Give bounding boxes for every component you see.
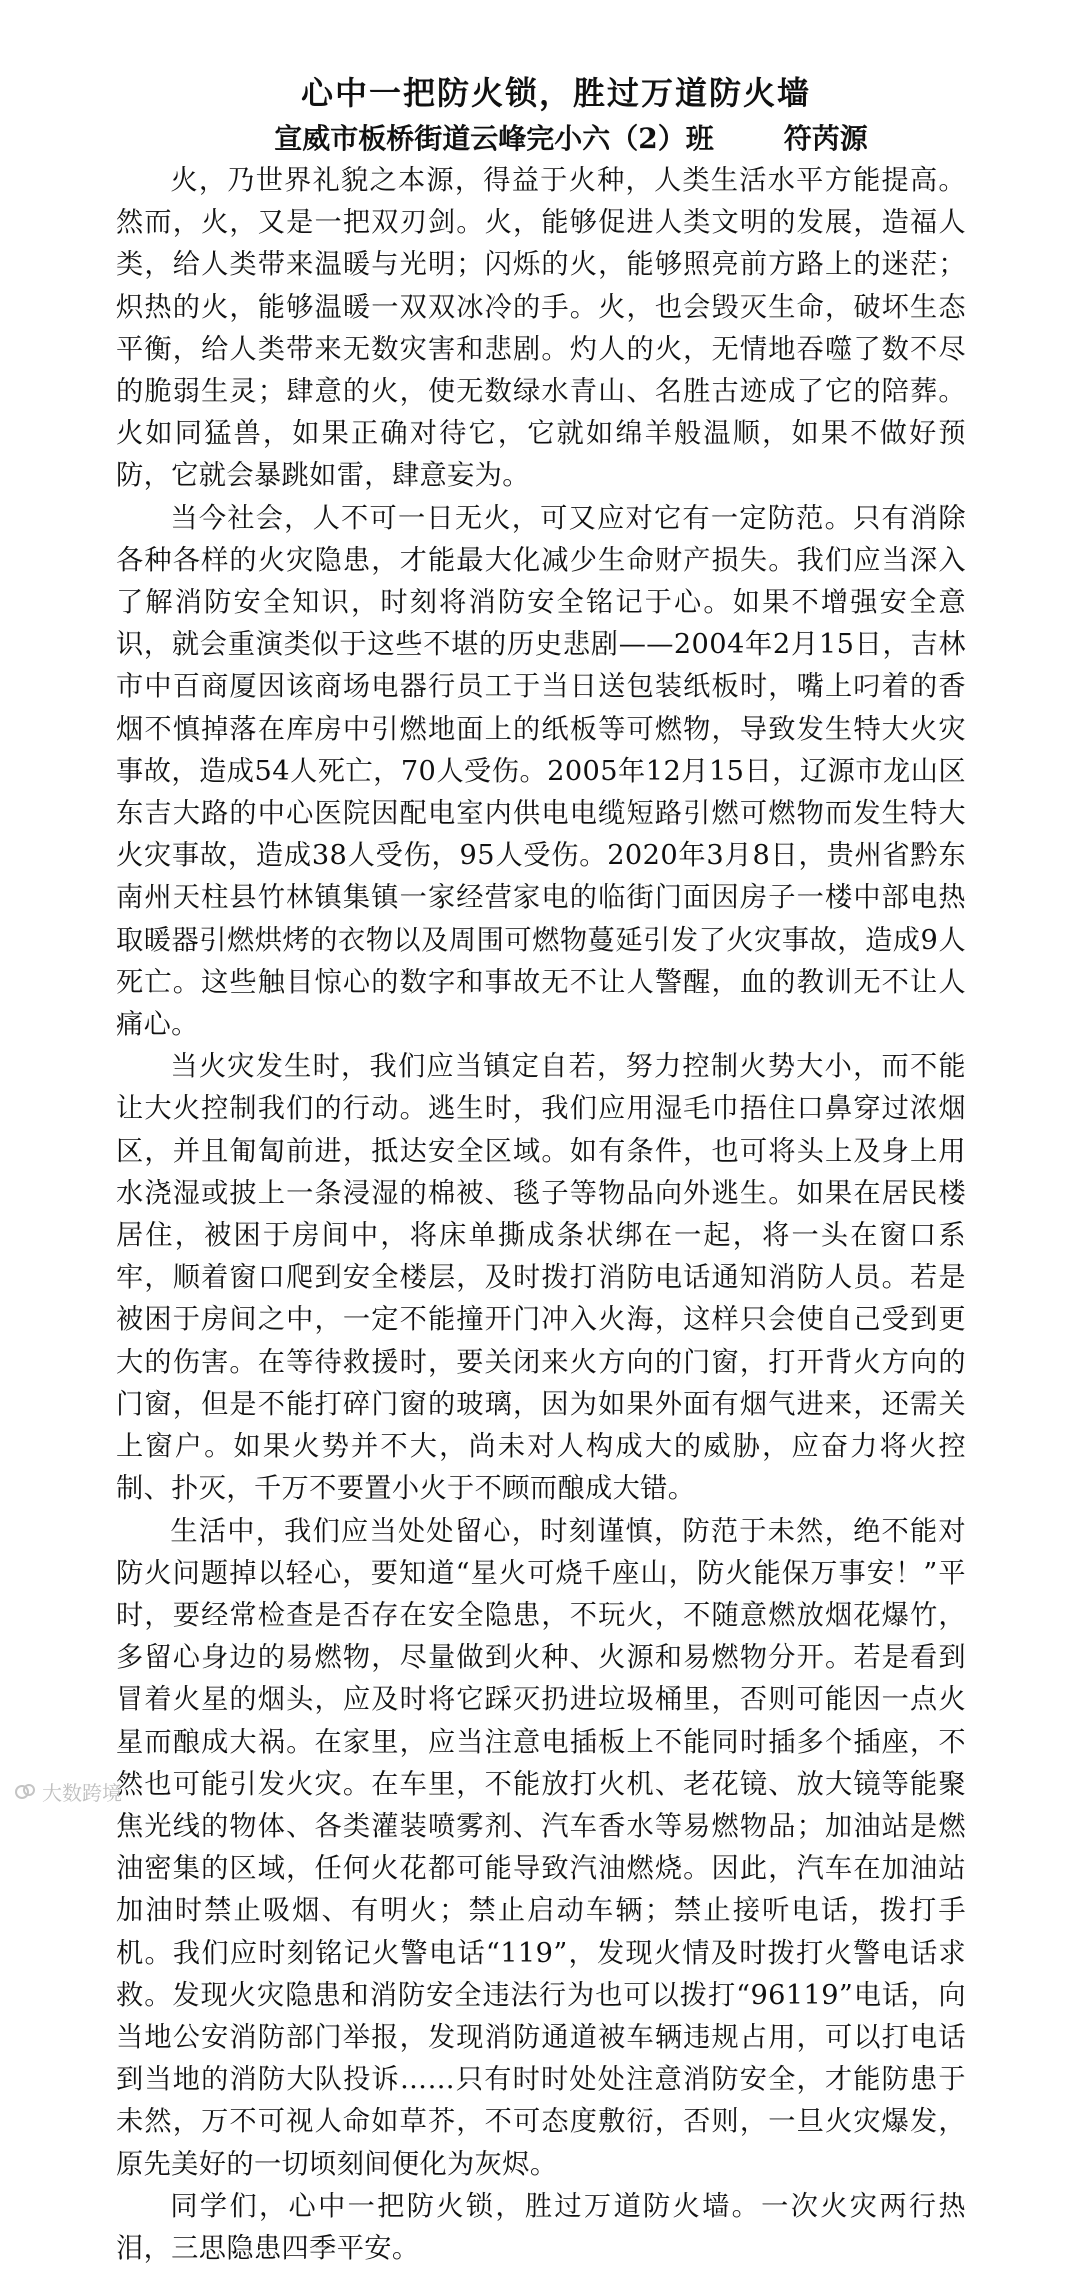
paragraph-4: 生活中，我们应当处处留心，时刻谨慎，防范于未然，绝不能对防火问题掉以轻心，要知道“星火可烧千座山，防火能保万事安！”平时，要经常检查是否存在安全隐患，不玩火，不随意燃放烟花爆竹，多留心身边的易燃物，尽量做到火种、火源和易燃物分开。若是看到冒着火星的烟头，应及时将它踩灭扔进垃圾桶里，否则可能因一点火星而酿成大祸。在家里，应当注意电插板上不能同时插多个插座，不然也可能引发火灾。在车里，不能放打火机、老花镜、放大镜等能聚焦光线的物体、各类灌装喷雾剂、汽车香水等易燃物品；加油站是燃油密集的区域，任何火花都可能导致汽油燃烧。因此，汽车在加油站加油时禁止吸烟、有明火；禁止启动车辆；禁止接听电话，拨打手机。我们应时刻铭记火警电话“119”，发现火情及时拨打火警电话求救。发现火灾隐患和消防安全违法行为也可以拨打“96119”电话，向当地公安消防部门举报，发现消防通道被车辆违规占用，可以打电话到当地的消防大队投诉……只有时时处处注意消防安全，才能防患于未然，万不可视人命如草芥，不可态度敷衍，否则，一旦火灾爆发，原先美好的一切顷刻间便化为灰烬。 [116, 1515, 966, 2180]
essay-title: 心中一把防火锁，胜过万道防火墙 [300, 74, 811, 112]
watermark-text: 大数跨境 [42, 1781, 122, 1805]
watermark [14, 1777, 122, 1806]
paragraph-5: 同学们，心中一把防火锁，胜过万道防火墙。一次火灾两行热泪，三思隐患四季平安。 [116, 2190, 966, 2264]
paragraph-2: 当今社会，人不可一日无火，可又应对它有一定防范。只有消除各种各样的火灾隐患，才能最大化减少生命财产损失。我们应当深入了解消防安全知识，时刻将消防安全铭记于心。如果不增强安全意识，就会重演类似于这些不堪的历史悲剧——2004年2月15日，吉林市中百商厦因该商场电器行员工于当日送包装纸板时，嘴上叼着的香烟不慎掉落在库房中引燃地面上的纸板等可燃物，导致发生特大火灾事故，造成54人死亡，70人受伤。2005年12月15日，辽源市龙山区东吉大路的中心医院因配电室内供电电缆短路引燃可燃物而发生特大火灾事故，造成38人受伤，95人受伤。2020年3月8日，贵州省黔东南州天柱县竹林镇集镇一家经营家电的临街门面因房子一楼中部电热取暖器引燃烘烤的衣物以及周围可燃物蔓延引发了火灾事故，造成9人死亡。这些触目惊心的数字和事故无不让人警醒，血的教训无不让人痛心。 [116, 502, 966, 1041]
paragraph-3: 当火灾发生时，我们应当镇定自若，努力控制火势大小，而不能让大火控制我们的行动。逃生时，我们应用湿毛巾捂住口鼻穿过浓烟区，并且匍匐前进，抵达安全区域。如有条件，也可将头上及身上用水浇湿或披上一条浸湿的棉被、毯子等物品向外逃生。如果在居民楼居住，被困于房间中，将床单撕成条状绑在一起，将一头在窗口系牢，顺着窗口爬到安全楼层，及时拨打消防电话通知消防人员。若是被困于房间之中，一定不能撞开门冲入火海，这样只会使自己受到更大的伤害。在等待救援时，要关闭来火方向的门窗，打开背火方向的门窗，但是不能打碎门窗的玻璃，因为如果外面有烟气进来，还需关上窗户。如果火势并不大，尚未对人构成大的威胁，应奋力将火控制、扑灭，千万不要置小火于不顾而酿成大错。 [116, 1051, 966, 1505]
author-name: 符芮源 [783, 122, 868, 155]
brand-logo-icon [14, 1781, 36, 1803]
school-class: 宣威市板桥街道云峰完小六（2）班 [274, 122, 714, 155]
essay-body [116, 160, 966, 2270]
paragraph-1: 火，乃世界礼貌之本源，得益于火种，人类生活水平方能提高。然而，火，又是一把双刃剑。火，能够促进人类文明的发展，造福人类，给人类带来温暖与光明；闪烁的火，能够照亮前方路上的迷茫；炽热的火，能够温暖一双双冰冷的手。火，也会毁灭生命，破坏生态平衡，给人类带来无数灾害和悲剧。灼人的火，无情地吞噬了数不尽的脆弱生灵；肆意的火，使无数绿水青山、名胜古迹成了它的陪葬。火如同猛兽，如果正确对待它，它就如绵羊般温顺，如果不做好预防，它就会暴跳如雷，肆意妄为。 [116, 165, 966, 492]
essay-byline [116, 118, 966, 160]
